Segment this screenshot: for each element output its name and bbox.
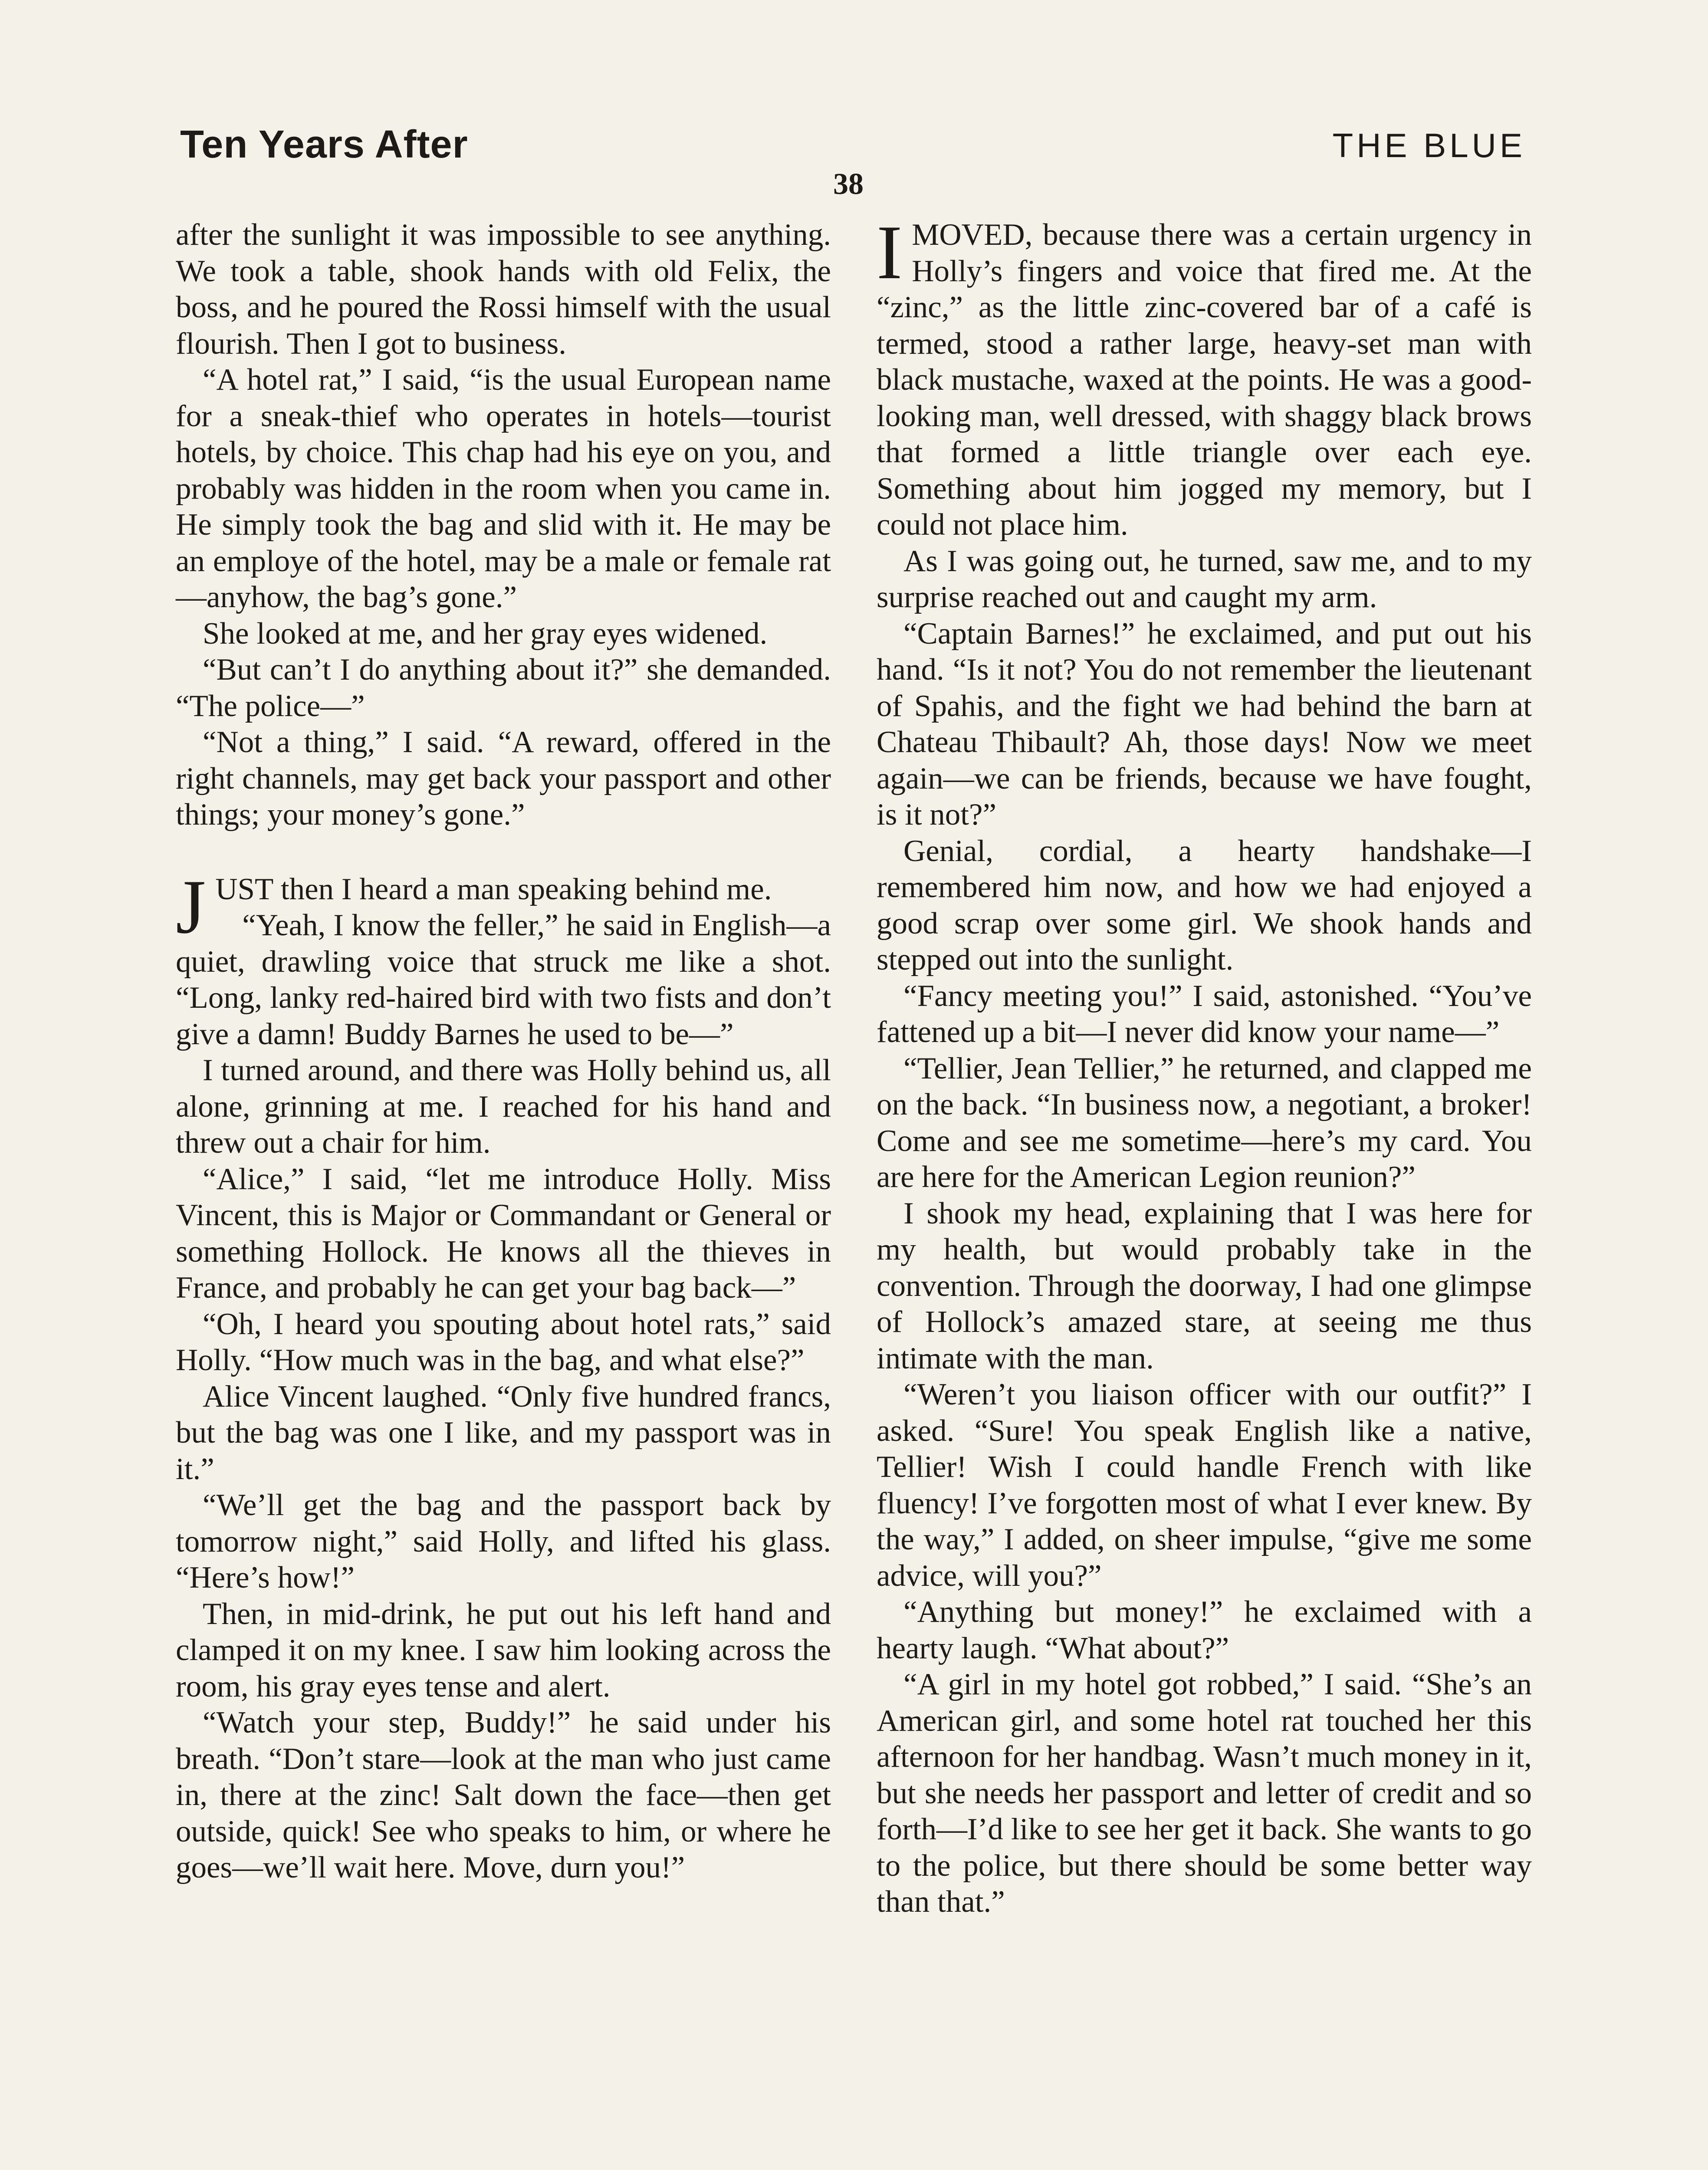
paragraph: “Not a thing,” I said. “A reward, offered in the right channels, may get back your passport and other things; your money’s gone.” xyxy=(176,725,831,832)
paragraph: “Captain Barnes!” he exclaimed, and put out his hand. “Is it not? You do not remember the lieutenant of Spahis, and the fight we had behind the barn at Chateau Thibault? Ah, those days! Now we meet again—we can be friends, because we have fought, is it not?” xyxy=(877,616,1532,832)
paragraph: “But can’t I do anything about it?” she demanded. “The police—” xyxy=(176,653,831,723)
paragraph: As I was going out, he turned, saw me, and to my surprise reached out and caught my arm. xyxy=(877,544,1532,614)
right-column xyxy=(877,209,1532,1920)
paragraph: “Anything but money!” he exclaimed with a hearty laugh. “What about?” xyxy=(877,1595,1532,1665)
paragraph-text: MOVED, because there was a certain urgency in Holly’s fingers and voice that fired me. At the “zinc,” as the little zinc-covered bar of a café is termed, stood a rather large, heavy-set man with black mustache, waxed at the points. He was a good-looking man, well dressed, with shaggy black brows that formed a little triangle over each eye. Something about him jogged my memory, but I could not place him. xyxy=(877,218,1532,542)
paragraph-text: UST then I heard a man speaking behind me. xyxy=(215,872,772,906)
paragraph: “Yeah, I know the feller,” he said in English—a quiet, drawling voice that struck me like a shot. “Long, lanky red-haired bird with two fists and don’t give a damn! Buddy Barnes he used to be—” xyxy=(176,908,831,1051)
paragraph: “Watch your step, Buddy!” he said under his breath. “Don’t stare—look at the man who just came in, there at the zinc! Salt down the face—then get outside, quick! See who speaks to him, or where he goes—we’ll wait here. Move, durn you!” xyxy=(176,1706,831,1884)
paragraph: “Oh, I heard you spouting about hotel rats,” said Holly. “How much was in the bag, and what else?” xyxy=(176,1307,831,1377)
paragraph: “A girl in my hotel got robbed,” I said. “She’s an American girl, and some hotel rat touched her this afternoon for her handbag. Wasn’t much money in it, but she needs her passport and letter of credit and so forth—I’d like to see her get it back. She wants to go to the police, but there should be some better way than that.” xyxy=(877,1667,1532,1919)
paragraph: “A hotel rat,” I said, “is the usual European name for a sneak-thief who operates in hotels—tourist hotels, by choice. This chap had his eye on you, and probably was hidden in the room when you came in. He simply took the bag and slid with it. He may be an employe of the hotel, may be a male or female rat—anyhow, the bag’s gone.” xyxy=(176,363,831,614)
left-column xyxy=(176,217,831,1886)
paragraph: I shook my head, explaining that I was here for my health, but would probably take in the convention. Through the doorway, I had one glimpse of Hollock’s amazed stare, at seeing me thus intimate with the man. xyxy=(877,1196,1532,1375)
drop-cap: I xyxy=(877,209,903,295)
paragraph: Then, in mid-drink, he put out his left hand and clamped it on my knee. I saw him looking across the room, his gray eyes tense and alert. xyxy=(176,1597,831,1703)
paragraph: “Alice,” I said, “let me introduce Holly. Miss Vincent, this is Major or Commandant or General or something Hollock. He knows all the thieves in France, and probably he can get your bag back—” xyxy=(176,1162,831,1305)
paragraph: “Tellier, Jean Tellier,” he returned, and clapped me on the back. “In business now, a negotiant, a broker! Come and see me sometime—here’s my card. You are here for the American Legion reunion?” xyxy=(877,1051,1532,1194)
paragraph: She looked at me, and her gray eyes widened. xyxy=(203,616,768,651)
paragraph: I turned around, and there was Holly behind us, all alone, grinning at me. I reached for his hand and threw out a chair for him. xyxy=(176,1053,831,1160)
paragraph: Alice Vincent laughed. “Only five hundred francs, but the bag was one I like, and my passport was in it.” xyxy=(176,1379,831,1486)
paragraph: Genial, cordial, a hearty handshake—I remembered him now, and how we had enjoyed a good scrap over some girl. We shook hands and stepped out into the sunlight. xyxy=(877,834,1532,976)
story-title: Ten Years After xyxy=(180,123,468,166)
section-start-paragraph xyxy=(176,863,831,950)
magazine-name: THE BLUE xyxy=(1332,126,1526,164)
paragraph: after the sunlight it was impossible to see anything. We took a table, shook hands with old Felix, the boss, and he poured the Rossi himself with the usual flourish. Then I got to business. xyxy=(176,218,831,361)
paragraph: “We’ll get the bag and the passport back by tomorrow night,” said Holly, and lifted his glass. “Here’s how!” xyxy=(176,1488,831,1595)
paragraph: “Weren’t you liaison officer with our outfit?” I asked. “Sure! You speak English like a native, Tellier! Wish I could handle French with like fluency! I’ve forgotten most of what I ever knew. By the way,” I added, on sheer impulse, “give me some advice, will you?” xyxy=(877,1378,1532,1593)
paragraph: “Fancy meeting you!” I said, astonished. “You’ve fattened up a bit—I never did know your name—” xyxy=(877,979,1532,1049)
drop-cap: J xyxy=(176,863,206,950)
section-start-paragraph xyxy=(877,209,1532,543)
page-number: 38 xyxy=(833,168,864,201)
